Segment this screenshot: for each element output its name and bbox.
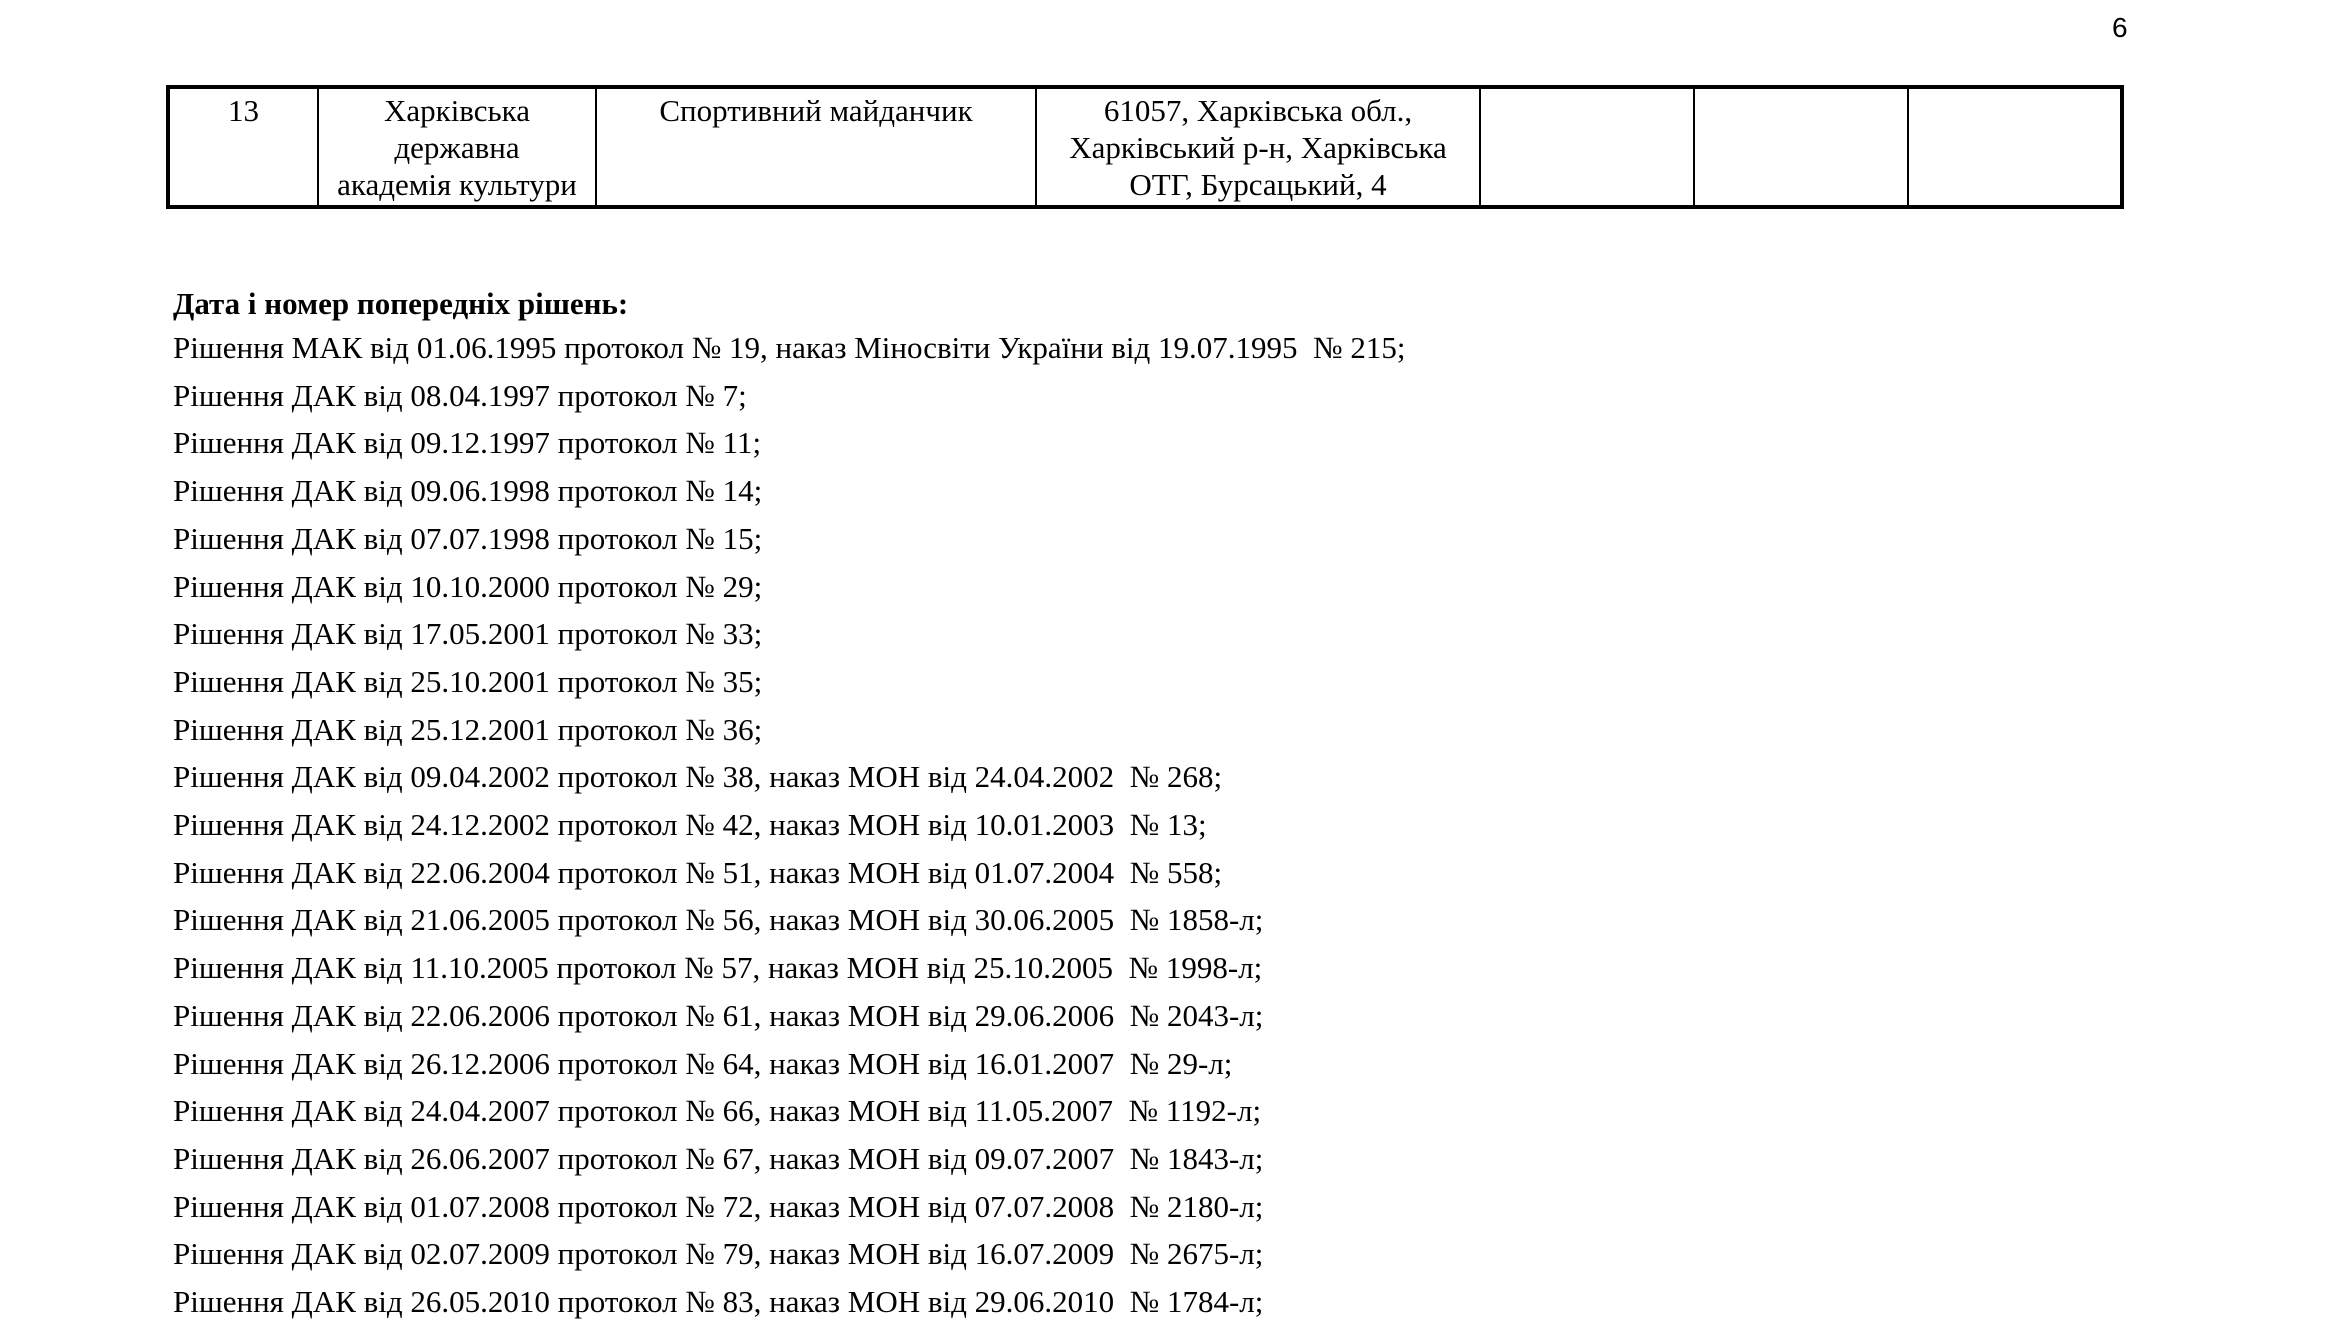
previous-decisions-section: [173, 284, 2073, 1326]
decision-item: Рішення ДАК від 09.06.1998 протокол № 14;: [173, 473, 763, 509]
institution-line: державна: [394, 130, 520, 165]
empty-cell: [1480, 87, 1694, 207]
address-cell: [1036, 87, 1480, 207]
decision-item: Рішення ДАК від 09.12.1997 протокол № 11;: [173, 425, 762, 461]
address-line: 61057, Харківська обл.,: [1103, 93, 1413, 128]
empty-cell: [1908, 87, 2122, 207]
decision-item: Рішення ДАК від 10.10.2000 протокол № 29;: [173, 568, 763, 604]
decision-item: Рішення ДАК від 08.04.1997 протокол № 7;: [173, 377, 747, 413]
decision-item: Рішення МАК від 01.06.1995 протокол № 19, наказ Міносвіти України від 19.07.1995 № 215;: [173, 330, 1406, 365]
decision-item: Рішення ДАК від 02.07.2009 протокол № 79, наказ МОН від 16.07.2009 № 2675-л;: [173, 1236, 1264, 1272]
decision-item: Рішення ДАК від 22.06.2004 протокол № 51, наказ МОН від 01.07.2004 № 558;: [173, 854, 1223, 890]
row-number-cell: 13: [168, 87, 318, 207]
decision-item: Рішення ДАК від 24.12.2002 протокол № 42, наказ МОН від 10.01.2003 № 13;: [173, 807, 1207, 843]
address-line: Харківський р-н, Харківська: [1069, 130, 1447, 165]
decision-item: Рішення ДАК від 26.12.2006 протокол № 64, наказ МОН від 16.01.2007 № 29-л;: [173, 1045, 1233, 1081]
decision-item: Рішення ДАК від 25.10.2001 протокол № 35;: [173, 663, 763, 699]
institution-table: [166, 85, 2124, 209]
decision-item: Рішення ДАК від 21.06.2005 протокол № 56, наказ МОН від 30.06.2005 № 1858-л;: [173, 902, 1264, 938]
empty-cell: [1694, 87, 1908, 207]
decision-item: Рішення ДАК від 26.05.2010 протокол № 83, наказ МОН від 29.06.2010 № 1784-л;: [173, 1284, 1264, 1320]
page-number: 6: [2112, 12, 2128, 43]
decision-item: Рішення ДАК від 25.12.2001 протокол № 36;: [173, 711, 763, 747]
decision-item: Рішення ДАК від 09.04.2002 протокол № 38, наказ МОН від 24.04.2002 № 268;: [173, 759, 1223, 795]
decisions-heading: Дата і номер попередніх рішень:: [173, 286, 629, 321]
table-row: [168, 87, 2122, 207]
decision-list: [173, 324, 2073, 1326]
institution-cell: [318, 87, 596, 207]
institution-line: академія культури: [337, 167, 577, 202]
institution-line: Харківська: [383, 93, 531, 128]
object-cell: Спортивний майданчик: [596, 87, 1036, 207]
decision-item: Рішення ДАК від 26.06.2007 протокол № 67, наказ МОН від 09.07.2007 № 1843-л;: [173, 1140, 1264, 1176]
decision-item: Рішення ДАК від 17.05.2001 протокол № 33;: [173, 616, 763, 652]
decision-item: Рішення ДАК від 11.10.2005 протокол № 57, наказ МОН від 25.10.2005 № 1998-л;: [173, 950, 1263, 986]
address-line: ОТГ, Бурсацький, 4: [1129, 167, 1387, 202]
decision-item: Рішення ДАК від 24.04.2007 протокол № 66, наказ МОН від 11.05.2007 № 1192-л;: [173, 1093, 1262, 1129]
decision-item: Рішення ДАК від 01.07.2008 протокол № 72, наказ МОН від 07.07.2008 № 2180-л;: [173, 1188, 1264, 1224]
decision-item: Рішення ДАК від 07.07.1998 протокол № 15;: [173, 520, 763, 556]
decision-item: Рішення ДАК від 22.06.2006 протокол № 61, наказ МОН від 29.06.2006 № 2043-л;: [173, 997, 1264, 1033]
